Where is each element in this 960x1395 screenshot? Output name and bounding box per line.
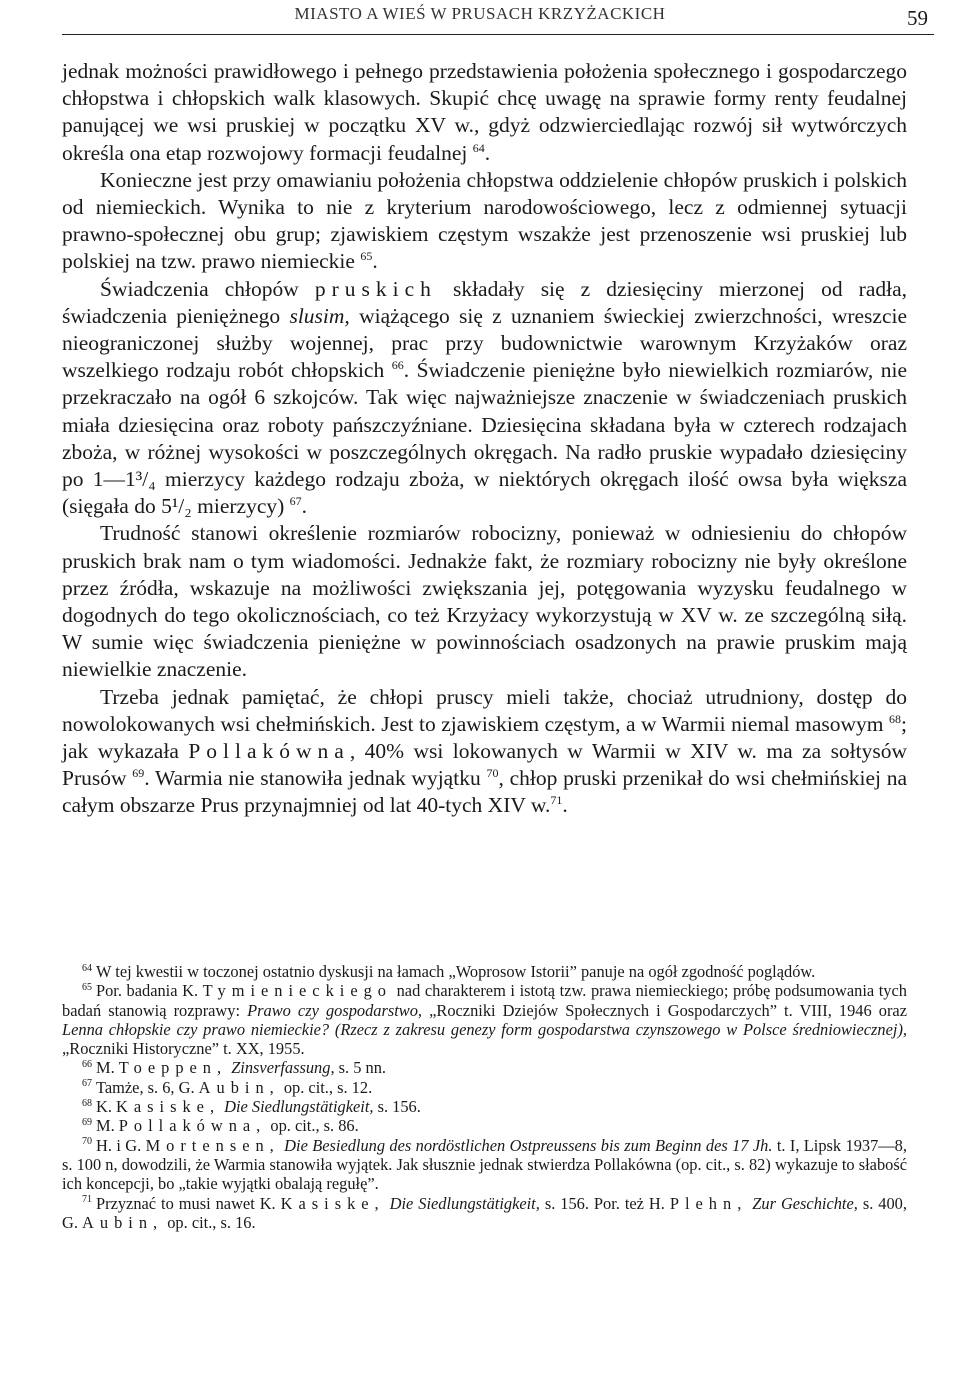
italic-title: Zinsverfassung, (231, 1058, 335, 1078)
footnote-ref: 66 (391, 358, 404, 373)
text: . Świadczenie pieniężne było niewielkich rozmiarów, nie przekraczało na ogół 6 szkojców. Tak więc najważniejsze znaczenie w świadczeniach pruskich miała dziesięcina oraz roboty pańszczyźniane. Dziesięcina składana była w czterech rodzajach zboża, w różnej wysokości w poszczególnych okręgach. Na radło pruskie wypadało dziesięciny po 1—1³/₄ mierzycy każdego rodzaju zboża, w niektórych okręgach ilość owsa była większa (sięgała do 5¹/₂ mierzycy) (62, 358, 907, 519)
paragraph-5 (62, 684, 907, 820)
text: s. 156. (377, 1097, 421, 1117)
text: t. I, Lipsk 1937—8, s. 100 n, dowodzili, że Warmia stanowiła wyjątek. Jak słusznie jednak stwierdza Pollakówna (op. cit., s. 82) wykazuje to słabość ich koncepcji, bo „takie wyjątki obalają regułę”. (62, 1135, 907, 1194)
footnote-number: 64 (82, 962, 92, 974)
running-title: MIASTO A WIEŚ W PRUSACH KRZYŻACKICH (294, 4, 666, 23)
text: Tamże, s. 6, G. (96, 1077, 195, 1097)
spaced-text: pruskich (314, 276, 437, 301)
footnote-71 (62, 1194, 907, 1233)
text: , 40% wsi lokowanych w Warmii w XIV w. ma za sołtysów Prusów (62, 739, 908, 791)
footnote-ref: 65 (360, 249, 373, 264)
page-header (62, 2, 928, 32)
italic-title: Prawo czy gospodarstwo, (247, 1000, 423, 1020)
text: M. (96, 1058, 115, 1078)
footnote-number: 65 (82, 981, 92, 993)
italic-title: Lenna chłopskie czy prawo niemieckie? (Rzecz z zakresu genezy form gospodarstwa czynszowego w Polsce średniowiecznej), (62, 1019, 907, 1039)
text: . Warmia nie stanowiła jednak wyjątku (144, 766, 481, 791)
footnote-ref: 68 (889, 711, 902, 726)
text: W tej kwestii w toczonej ostatnio dyskusji na łamach „Woprosow Istorii” panuje na ogół zgodność poglądów. (96, 962, 816, 981)
paragraph-2 (62, 167, 907, 276)
spaced-text: Toeppen, (118, 1058, 228, 1078)
spaced-text: Pollakówna (188, 739, 350, 764)
spaced-text: Kasiske, (280, 1193, 385, 1213)
footnote-number: 70 (82, 1136, 92, 1148)
footnote-70 (62, 1136, 907, 1194)
italic-title: Die Siedlungstätigkeit, (224, 1097, 374, 1117)
footnote-ref: 70 (486, 766, 499, 781)
text: s. 5 nn. (338, 1058, 387, 1078)
spaced-text: Aubin, (82, 1212, 164, 1232)
footnote-number: 69 (82, 1116, 92, 1128)
paragraph-3 (62, 276, 907, 521)
footnote-number: 67 (82, 1078, 92, 1090)
paragraph-4: Trudność stanowi określenie rozmiarów robocizny, ponieważ w odniesieniu do chłopów pruskich brak nam o tym wiadomości. Jednakże fakt, że rozmiary robocizny nie były określone przez źródła, wskazuje na możliwości zwiększania jej, potęgowania wyzysku feudalnego w dogodnych do tego okolicznościach, co też Krzyżacy wykorzystują w XV w. ze szczególną siłą. W sumie więc świadczenia pieniężne w powinnościach osadzonych na prawie pruskim mają niewielkie znaczenie. (62, 521, 907, 682)
paragraph-1 (62, 58, 907, 167)
text: K. (96, 1097, 112, 1117)
spaced-text: Aubin, (198, 1077, 280, 1097)
footnotes (62, 962, 907, 1232)
text: op. cit., s. 86. (270, 1116, 359, 1136)
text: Trzeba jednak pamiętać, że chłopi pruscy mieli także, chociaż utrudniony, dostęp do nowolokowanych wsi chełmińskich. Jest to zjawiskiem częstym, a w Warmii niemal masowym (62, 684, 907, 736)
footnote-ref: 69 (132, 766, 145, 781)
footnote-number: 71 (82, 1194, 92, 1206)
text: op. cit., s. 16. (167, 1212, 256, 1232)
footnote-68 (62, 1097, 907, 1116)
text: Przyznać to musi nawet K. (96, 1193, 276, 1213)
text: op. cit., s. 12. (283, 1077, 373, 1097)
spaced-text: Mortensen, (145, 1135, 280, 1155)
spaced-text: Pollakówna, (118, 1116, 267, 1136)
text: . (484, 140, 491, 165)
main-text (62, 58, 907, 820)
text: . (301, 494, 308, 519)
footnote-ref: 71 (550, 793, 563, 808)
text: Świadczenia chłopów (100, 276, 299, 301)
italic-term: slusim, (289, 303, 350, 328)
text: , chłop pruski przenikał do wsi chełmińskiej na całym obszarze Prus przynajmniej od lat 40-tych XIV w. (62, 766, 908, 818)
text: „Roczniki Historyczne” t. XX, 1955. (62, 1039, 305, 1059)
text: wiążącego się z uznaniem świeckiej zwierzchności, wreszcie nieograniczonej służby wojennej, prac przy budownictwie warownym Krzyżaków oraz wszelkiego rodzaju robót chłopskich (62, 303, 908, 383)
text: H. i G. (96, 1135, 142, 1155)
footnote-ref: 64 (472, 140, 485, 155)
text: Konieczne jest przy omawianiu położenia chłopstwa oddzielenie chłopów pruskich i polskich od niemieckich. Wynika to nie z kryterium narodowościowego, lecz z odmiennej sytuacji prawno-społecznej obu grup; zjawiskiem częstym wszakże jest przenoszenie wsi pruskiej lub polskiej na tzw. prawo niemieckie (62, 167, 907, 274)
text: nad charakterem i istotą tzw. prawa niemieckiego; próbę podsumowania tych badań stanowią rozprawy: (62, 981, 907, 1020)
header-rule (62, 34, 934, 35)
text: . (562, 793, 568, 818)
spaced-text: Tymienieckiego (202, 981, 392, 1001)
italic-title: Zur Geschichte, (752, 1193, 858, 1213)
spaced-text: Kasiske, (116, 1097, 221, 1117)
footnote-67 (62, 1078, 907, 1097)
text: ; jak wykazała (62, 711, 908, 764)
footnote-65 (62, 981, 907, 1058)
footnote-number: 68 (82, 1097, 92, 1109)
italic-title: Die Besiedlung des nordöstlichen Ostpreussens bis zum Beginn des 17 Jh. (284, 1135, 773, 1155)
text: s. 156. Por. też H. (544, 1193, 665, 1213)
italic-title: Die Siedlungstätigkeit, (389, 1193, 540, 1213)
text: jednak możności prawidłowego i pełnego przedstawienia położenia społecznego i gospodarczego chłopstwa i chłopskich walk klasowych. Skupić chcę uwagę na sprawie formy renty feudalnej panującej we wsi pruskiej w początku XV w., gdyż odzwierciedlając rozwój sił wytwórczych określa ona etap rozwojowy formacji feudalnej (62, 59, 907, 165)
text: „Roczniki Dziejów Społecznych i Gospodarczych” t. VIII, 1946 oraz (429, 1000, 907, 1020)
text: składały się z dziesięciny mierzonej od radła, świadczenia pieniężnego (62, 276, 908, 328)
footnote-number: 66 (82, 1059, 92, 1071)
footnote-ref: 67 (289, 494, 302, 509)
footnote-66 (62, 1058, 907, 1077)
text: . (372, 249, 378, 274)
footnote-69 (62, 1116, 907, 1135)
page-number: 59 (907, 6, 928, 30)
spaced-text: Plehn, (669, 1193, 748, 1213)
text: M. (96, 1116, 115, 1136)
text: s. 400, G. (62, 1193, 907, 1232)
text: Por. badania K. (96, 981, 199, 1001)
footnote-64 (62, 962, 907, 981)
